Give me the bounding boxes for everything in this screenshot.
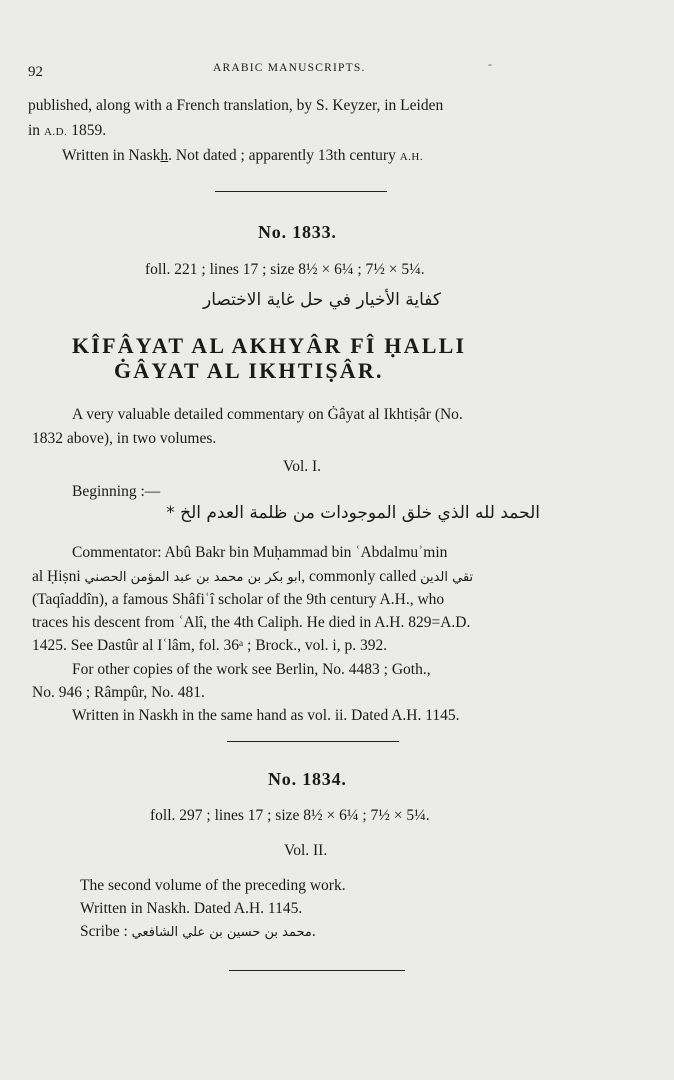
scribe-period: . xyxy=(311,923,316,940)
prior-entry-line-2-prefix: in xyxy=(28,122,44,139)
title-line-2: ĠÂYAT AL IKHTIṢÂR. xyxy=(114,358,384,383)
prior-entry-line-3-underlined: h xyxy=(160,147,169,164)
title-line-1: KÎFÂYAT AL AKHYÂR FÎ ḤALLI xyxy=(72,333,467,358)
prior-entry-line-1: published, along with a French translation, by S. Keyzer, in Leiden xyxy=(28,97,444,114)
beginning-arabic: الحمد لله الذي خلق الموجودات من ظلمة العدم الخ * xyxy=(166,503,540,523)
prior-entry-line-3 xyxy=(62,145,423,168)
era-ad: A.D. xyxy=(43,126,68,138)
separator-rule-1 xyxy=(215,191,387,192)
commentator-line-5: 1425. See Dastûr al Iʿlâm, fol. 36ᵃ ; Brock., vol. i, p. 392. xyxy=(32,637,388,654)
collation-1833: foll. 221 ; lines 17 ; size 8½ × 6¼ ; 7½ × 5¼. xyxy=(145,261,425,278)
entry-1834-line-1: The second volume of the preceding work. xyxy=(80,877,346,894)
prior-entry-line-2 xyxy=(28,120,106,143)
entry-number-1834: No. 1834. xyxy=(268,769,347,789)
commentator-line-3: (Taqîaddîn), a famous Shâfiʿî scholar of the 9th century A.H., who xyxy=(32,591,445,608)
other-copies-line-2: No. 946 ; Râmpûr, No. 481. xyxy=(32,684,205,701)
running-head: ARABIC MANUSCRIPTS. xyxy=(213,62,366,74)
description-line-1: A very valuable detailed commentary on Ġâyat al Ikhtiṣâr (No. xyxy=(72,406,463,423)
commentator-line-2-mid: , commonly called xyxy=(301,568,421,585)
entry-number-1833: No. 1833. xyxy=(258,222,337,242)
volume-label-2: Vol. II. xyxy=(284,842,328,859)
prior-entry-line-3-mid: . Not dated ; apparently 13th century xyxy=(168,147,400,164)
separator-rule-3 xyxy=(229,970,405,971)
commentator-name: al Ḥiṣni xyxy=(32,568,85,585)
description-line-2: 1832 above), in two volumes. xyxy=(32,430,217,447)
scribe-line xyxy=(80,921,316,944)
volume-label-1: Vol. I. xyxy=(283,458,322,475)
commentator-arabic-name: ابو بكر بن محمد بن عبد المؤمن الحصني xyxy=(84,570,302,585)
margin-mark: - xyxy=(488,57,492,71)
written-line-1833: Written in Naskh in the same hand as vol. ii. Dated A.H. 1145. xyxy=(72,707,460,724)
commentator-line-1: Commentator: Abû Bakr bin Muḥammad bin ʿAbdalmuʾmin xyxy=(72,544,448,561)
beginning-label: Beginning :— xyxy=(72,483,161,500)
scribe-label: Scribe : xyxy=(80,923,132,940)
commentator-line-2 xyxy=(32,566,473,589)
scribe-arabic-name: محمد بن حسين بن علي الشافعي xyxy=(131,925,312,940)
prior-entry-line-3-prefix: Written in Nask xyxy=(62,147,161,164)
separator-rule-2 xyxy=(227,741,399,742)
commentator-arabic-laqab: تقي الدين xyxy=(420,570,474,585)
other-copies-line-1: For other copies of the work see Berlin, No. 4483 ; Goth., xyxy=(72,661,431,678)
page-number: 92 xyxy=(28,64,43,80)
arabic-title-1833: كفاية الأخيار في حل غاية الاختصار xyxy=(203,290,441,310)
entry-1834-line-2: Written in Naskh. Dated A.H. 1145. xyxy=(80,900,303,917)
era-ah: A.H. xyxy=(399,151,424,163)
commentator-line-4: traces his descent from ʿAlî, the 4th Caliph. He died in A.H. 829=A.D. xyxy=(32,614,471,631)
prior-entry-line-2-suffix: 1859. xyxy=(67,122,107,139)
collation-1834: foll. 297 ; lines 17 ; size 8½ × 6¼ ; 7½ × 5¼. xyxy=(150,807,430,824)
